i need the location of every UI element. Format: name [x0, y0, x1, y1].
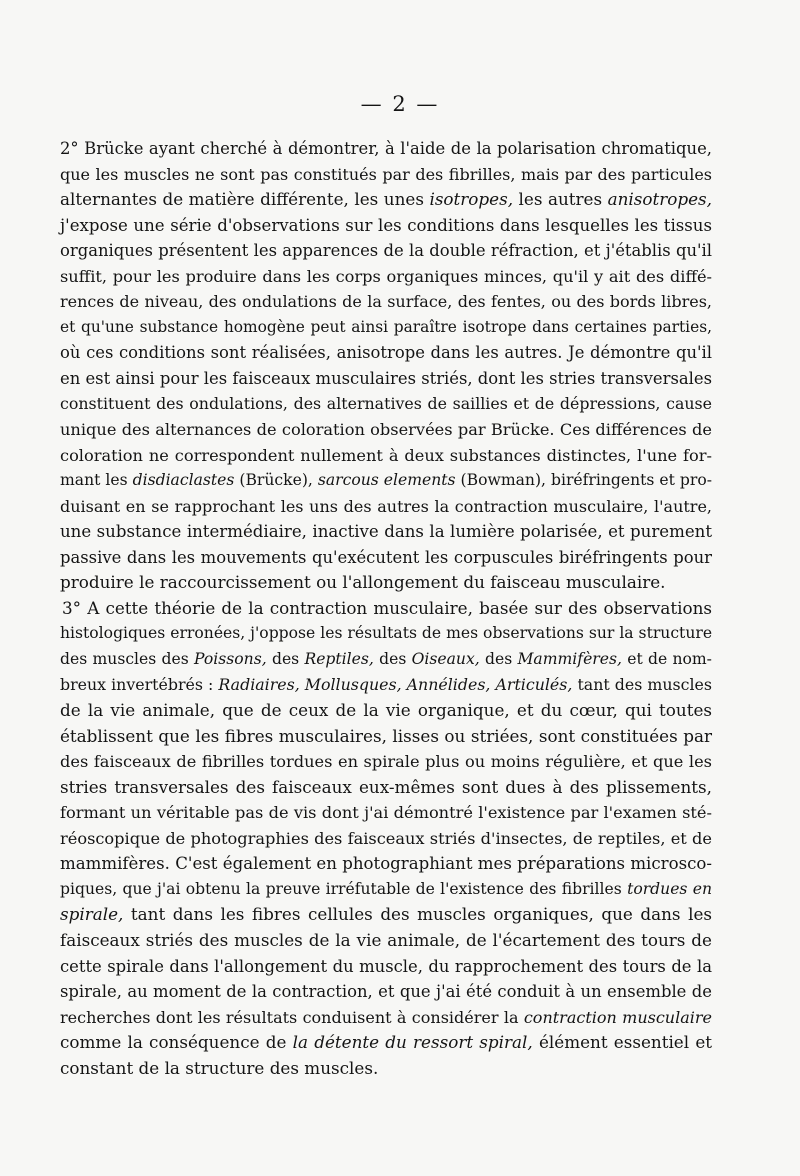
text-line: où ces conditions sont réalisées, anisotrope dans les autres. Je démontre qu'il: [60, 343, 712, 363]
paragraph-end-line: produire le raccourcissement ou l'allongement du faisceau musculaire.: [60, 572, 666, 593]
text-line: spirale, tant dans les fibres cellules des muscles organiques, que dans les: [60, 904, 712, 925]
text-line: mant les disdiaclastes (Brücke), sarcous elements (Bowman), biréfringents et pro-: [60, 471, 712, 490]
text-line: stries transversales des faisceaux eux-mêmes sont dues à des plissements,: [60, 776, 712, 797]
text-line: coloration ne correspondent nullement à deux substances distinctes, l'une for-: [60, 445, 712, 465]
text-line: alternantes de matière différente, les unes isotropes, les autres anisotropes,: [60, 189, 712, 210]
text-line: constituent des ondulations, des alternatives de saillies et de dépressions, cause: [60, 394, 712, 414]
text-line: spirale, au moment de la contraction, et que j'ai été conduit à un ensemble de: [60, 982, 712, 1002]
text-line: breux invertébrés : Radiaires, Mollusques, Annélides, Articulés, tant des muscles: [60, 675, 712, 695]
text-line: duisant en se rapprochant les uns des autres la contraction musculaire, l'autre,: [60, 496, 712, 516]
text-line: en est ainsi pour les faisceaux musculaires striés, dont les stries transversales: [60, 368, 712, 388]
text-line: j'expose une série d'observations sur les conditions dans lesquelles les tissus: [60, 215, 712, 235]
text-line: de la vie animale, que de ceux de la vie organique, et du cœur, qui toutes: [60, 700, 712, 721]
text-line: unique des alternances de coloration observées par Brücke. Ces différences de: [60, 420, 712, 440]
text-line: 2° Brücke ayant cherché à démontrer, à l'aide de la polarisation chromatique,: [60, 139, 712, 158]
text-line: des faisceaux de fibrilles tordues en spirale plus ou moins régulière, et que les: [60, 752, 712, 772]
body-text: [60, 136, 712, 1081]
text-line: organiques présentent les apparences de la double réfraction, et j'établis qu'il: [60, 241, 712, 261]
text-line: et qu'une substance homogène peut ainsi paraître isotrope dans certaines parties,: [60, 317, 712, 336]
text-line: établissent que les fibres musculaires, lisses ou striées, sont constituées par: [60, 725, 712, 746]
text-line: piques, que j'ai obtenu la preuve irréfutable de l'existence des fibrilles tordues en: [60, 879, 712, 898]
paragraph-end-line: constant de la structure des muscles.: [60, 1057, 379, 1078]
page-number: — 2 —: [360, 92, 440, 116]
text-line: suffit, pour les produire dans les corps organiques minces, qu'il y ait des diffé-: [60, 266, 712, 286]
text-line: une substance intermédiaire, inactive dans la lumière polarisée, et purement: [60, 522, 712, 542]
text-line: que les muscles ne sont pas constitués par des fibrilles, mais par des particules: [60, 164, 712, 184]
text-line: faisceaux striés des muscles de la vie animale, de l'écartement des tours de: [60, 929, 712, 950]
text-line: histologiques erronées, j'oppose les résultats de mes observations sur la structure: [60, 624, 713, 643]
paragraph-start-line: 3° A cette théorie de la contraction musculaire, basée sur des observations: [62, 597, 712, 618]
text-line: des muscles des Poissons, des Reptiles, des Oiseaux, des Mammifères, et de nom-: [60, 649, 712, 668]
text-line: mammifères. C'est également en photographiant mes préparations microsco-: [60, 854, 712, 874]
text-line: réoscopique de photographies des faisceaux striés d'insectes, de reptiles, et de: [60, 828, 712, 848]
text-line: formant un véritable pas de vis dont j'ai démontré l'existence par l'examen sté-: [60, 803, 712, 823]
text-line: comme la conséquence de la détente du ressort spiral, élément essentiel et: [60, 1032, 712, 1053]
text-line: recherches dont les résultats conduisent à considérer la contraction musculaire: [60, 1007, 712, 1027]
text-line: rences de niveau, des ondulations de la surface, des fentes, ou des bords libres,: [60, 292, 712, 312]
text-line: passive dans les mouvements qu'exécutent les corpuscules biréfringents pour: [60, 547, 712, 567]
text-line: cette spirale dans l'allongement du muscle, du rapprochement des tours de la: [60, 956, 712, 976]
